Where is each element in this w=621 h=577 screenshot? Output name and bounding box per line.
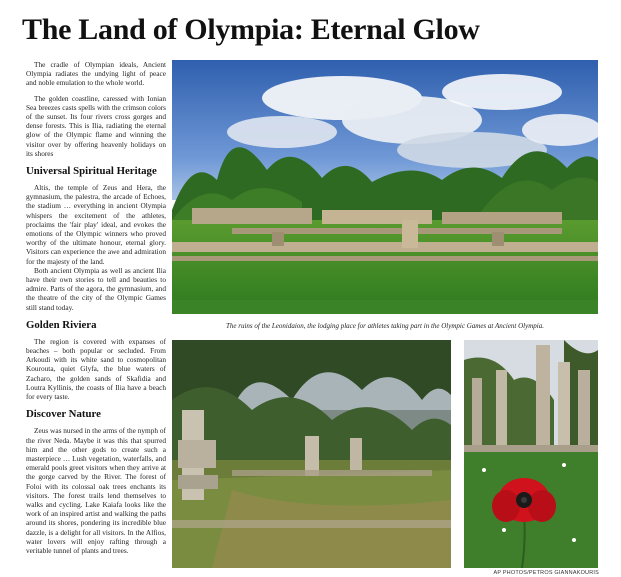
intro-paragraph: The golden coastline, caressed with Ionian Sea breezes casts spells with the crimson colors of the sunset. Its four rivers cross gorges and dense forests. This is Ilia, radiating the eternal glow of the Olympic flame and winning the visitor over by offering heavenly holidays on its shores: [26, 93, 166, 158]
heritage-paragraph: Both ancient Olympia as well as ancient Ilia have their own stories to tell and beauties to admire. Parts of the agora, the gymnasium, and the theatre of the city of the Olympic Games still stand today.: [26, 265, 166, 312]
section-heading-riviera: Golden Riviera: [26, 318, 97, 331]
riviera-paragraph: The region is covered with expanses of beaches – both popular or secluded. From Arkoudi with its white sand to cosmopolitan Kourouta, quiet Glyfa, the blue waters of Zacharo, the golden sands of Skafidia and Loutra Kyllinis, the coasts of Ilia have a beach for every taste.: [26, 336, 166, 402]
photo-credit: AP PHOTOS/PETROS GIANNAKOURIS: [493, 570, 599, 576]
photo-caption: The ruins of the Leonidaion, the lodging place for athletes taking part in the Olympic Games at Ancient Olympia.: [226, 322, 544, 330]
article-text-column: [26, 60, 166, 575]
leonidaion-photo: [172, 60, 598, 314]
section-heading-nature: Discover Nature: [26, 408, 101, 421]
intro-paragraph: The cradle of Olympian ideals, Ancient Olympia radiates the undying light of peace and noble emulation to the whole world.: [26, 60, 166, 88]
columns-poppy-photo: [464, 340, 598, 568]
article-title: The Land of Olympia: Eternal Glow: [22, 13, 480, 46]
ruins-forest-photo: [172, 340, 451, 568]
section-heading-heritage: Universal Spiritual Heritage: [26, 165, 157, 178]
heritage-paragraph: Altis, the temple of Zeus and Hera, the gymnasium, the palestra, the arcade of Echoes, the stadium … everything in ancient Olympia whispers the excitement of the athletes, proclaims the 'fair play' ideal, and evokes the emotions of the Olympic winners who proved worthy of the ultimate honour, eternal glory. Visitors can experience the awe and admiration for the majesty of the land.: [26, 183, 166, 266]
nature-paragraph: Zeus was nursed in the arms of the nymph of the river Neda. Maybe it was this that spurred him and the other gods to create such a masterpiece … Lush vegetation, waterfalls, and emerald pools greet visitors when they arrive at the gorge carved by the River. The forest of Foloi with its colossal oak trees enchants its visitors. The forest trails lend themselves to walks and cycling. Lake Kaiafa looks like the work of an inspired artist and walking the paths around its shores, pondering its incredible blue dazzle, is a delight for all visitors. In the Alfios, water lovers will enjoy rafting through a veritable tunnel of plants and trees.: [26, 426, 166, 555]
